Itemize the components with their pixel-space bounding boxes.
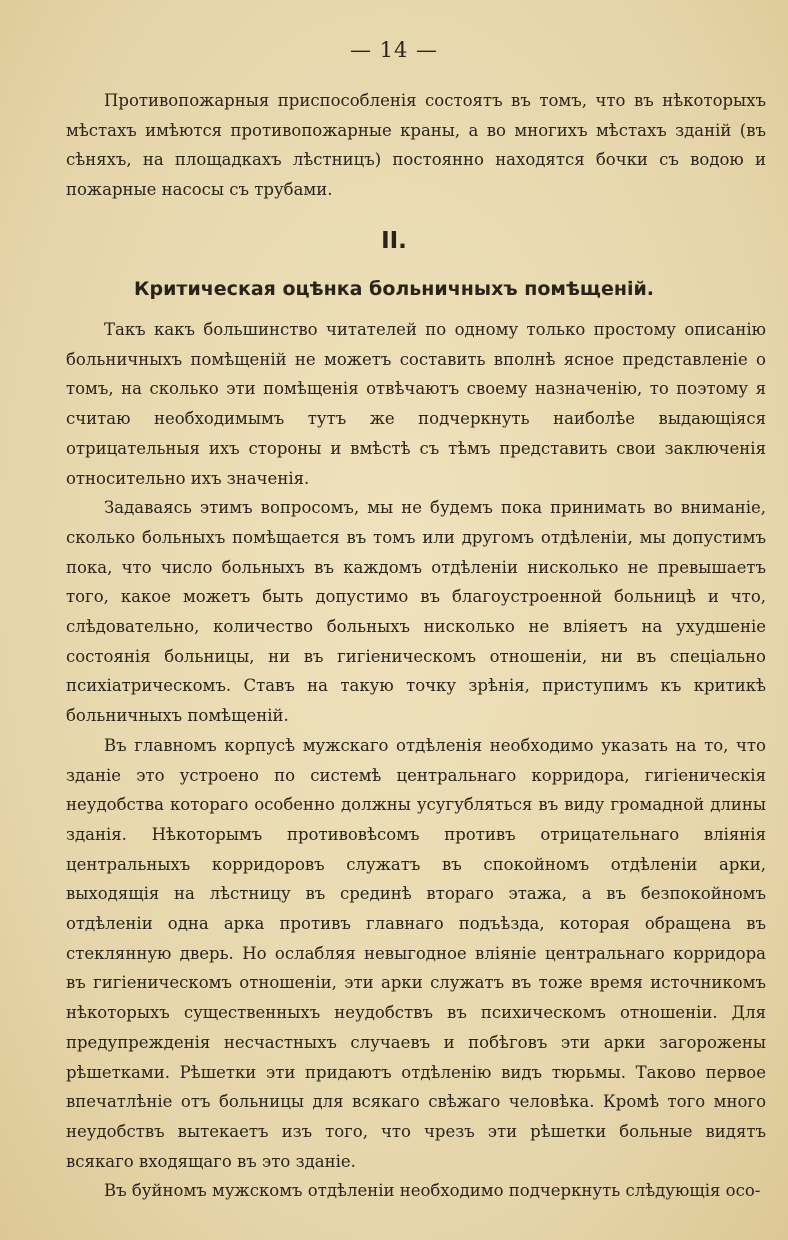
paragraph: Такъ какъ большинство читателей по одному только простому описанію больничныхъ помѣщеній не можетъ составить вполнѣ ясное представленіе о томъ, на сколько эти помѣщенія отвѣчаютъ своему назначенію, то поэтому я считаю необходимымъ тутъ же подчеркнуть наиболѣе выдающіяся отрицательныя ихъ стороны и вмѣстѣ съ тѣмъ представить свои заключенія относительно ихъ значенія. <box>66 320 766 488</box>
intro-paragraph: Противопожарныя приспособленія состоятъ въ томъ, что въ нѣкоторыхъ мѣстахъ имѣются противопожарные краны, а во многихъ мѣстахъ зданій (въ сѣняхъ, на площадкахъ лѣстницъ) постоянно находятся бочки съ водою и пожарные насосы съ трубами. <box>66 91 766 200</box>
paragraph: Задаваясь этимъ вопросомъ, мы не будемъ пока принимать во вниманіе, сколько больныхъ помѣщается въ томъ или другомъ отдѣленіи, мы допустимъ пока, что число больныхъ въ каждомъ отдѣленіи нисколько не превышаетъ того, какое можетъ быть допустимо въ благоустроенной больницѣ и что, слѣдовательно, количество больныхъ нисколько не вліяетъ на ухудшеніе состоянія больницы, ни въ гигіеническомъ отношеніи, ни въ спеціально психіатрическомъ. Ставъ на такую точку зрѣнія, приступимъ къ критикѣ больничныхъ помѣщеній. <box>66 498 766 726</box>
section-title: Критическая оцѣнка больничныхъ помѣщеній. <box>133 278 654 300</box>
page-number: — 14 — <box>349 38 439 62</box>
intro-block <box>66 86 766 205</box>
paragraph: Въ главномъ корпусѣ мужскаго отдѣленія необходимо указать на то, что зданіе это устроено по системѣ центральнаго корридора, гигіеническія неудобства котораго особенно должны усугубляться въ виду громадной длины зданія. Нѣкоторымъ противовѣсомъ противъ отрицательнаго вліянія центральныхъ корридоровъ служатъ въ спокойномъ отдѣленіи арки, выходящія на лѣстницу въ срединѣ втораго этажа, а въ безпокойномъ отдѣленіи одна арка противъ главнаго подъѣзда, которая обращена въ стеклянную дверь. Но ослабляя невыгодное вліяніе центральнаго корридора въ гигіеническомъ отношеніи, эти арки служатъ въ тоже время источникомъ нѣкоторыхъ существенныхъ неудобствъ въ психическомъ отношеніи. Для предупрежденія несчастныхъ случаевъ и побѣговъ эти арки загорожены рѣшетками. Рѣшетки эти придаютъ отдѣленію видъ тюрьмы. Таково первое впечатлѣніе отъ больницы для всякаго свѣжаго человѣка. Кромѣ того много неудобствъ вытекаетъ изъ того, что чрезъ эти рѣшетки больные видятъ всякаго входящаго въ это зданіе. <box>66 735 766 1171</box>
paragraph: Въ буйномъ мужскомъ отдѣленіи необходимо подчеркнуть слѣдующія осо- <box>104 1181 761 1201</box>
body-text <box>66 315 766 1206</box>
section-number: II. <box>381 228 407 254</box>
